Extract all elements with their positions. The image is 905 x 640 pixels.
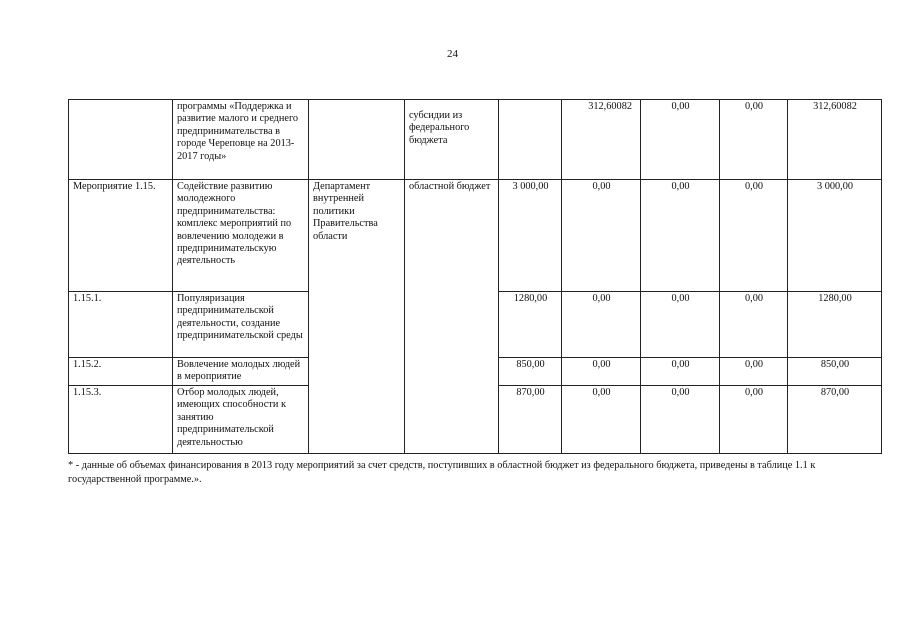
funding-table [68, 99, 882, 454]
cell-2013: 0,00 [562, 386, 641, 454]
cell-2014: 0,00 [641, 180, 720, 292]
cell-source: субсидии из федерального бюджета [405, 100, 499, 180]
cell-sum: 870,00 [788, 386, 882, 454]
cell-sum: 1280,00 [788, 292, 882, 358]
cell-code: Мероприятие 1.15. [69, 180, 173, 292]
cell-name: программы «Поддержка и развитие малого и среднего предпринимательства в городе Череповце на 2013-2017 годы» [173, 100, 309, 180]
cell-source: областной бюджет [405, 180, 499, 454]
cell-2015: 0,00 [720, 358, 788, 386]
cell-executor: Департамент внутренней политики Правительства области [309, 180, 405, 454]
page-number: 24 [447, 48, 458, 60]
cell-total: 3 000,00 [499, 180, 562, 292]
cell-sum: 850,00 [788, 358, 882, 386]
cell-2013: 0,00 [562, 358, 641, 386]
cell-2015: 0,00 [720, 100, 788, 180]
cell-code: 1.15.1. [69, 292, 173, 358]
cell-total: 850,00 [499, 358, 562, 386]
cell-2014: 0,00 [641, 386, 720, 454]
cell-total [499, 100, 562, 180]
cell-code: 1.15.3. [69, 386, 173, 454]
cell-2013: 0,00 [562, 180, 641, 292]
cell-total: 870,00 [499, 386, 562, 454]
cell-2014: 0,00 [641, 292, 720, 358]
cell-2013: 312,60082 [562, 100, 641, 180]
cell-name: Популяризация предпринимательской деятельности, создание предпринимательской среды [173, 292, 309, 358]
cell-name: Вовлечение молодых людей в мероприятие [173, 358, 309, 386]
cell-total: 1280,00 [499, 292, 562, 358]
cell-2015: 0,00 [720, 386, 788, 454]
cell-sum: 3 000,00 [788, 180, 882, 292]
cell-code [69, 100, 173, 180]
cell-name: Содействие развитию молодежного предпринимательства: комплекс мероприятий по вовлечению молодежи в предпринимательскую деятельность [173, 180, 309, 292]
cell-2013: 0,00 [562, 292, 641, 358]
cell-code: 1.15.2. [69, 358, 173, 386]
cell-name: Отбор молодых людей, имеющих способности к занятию предпринимательской деятельностью [173, 386, 309, 454]
cell-executor [309, 100, 405, 180]
table-row [69, 180, 882, 292]
cell-2015: 0,00 [720, 292, 788, 358]
footnote: * - данные об объемах финансирования в 2013 году мероприятий за счет средств, поступивших в областной бюджет из федерального бюджета, приведены в таблице 1.1 к государственной программе.». [68, 460, 816, 485]
cell-2014: 0,00 [641, 358, 720, 386]
cell-2015: 0,00 [720, 180, 788, 292]
cell-2014: 0,00 [641, 100, 720, 180]
cell-sum: 312,60082 [788, 100, 882, 180]
table-row [69, 100, 882, 180]
